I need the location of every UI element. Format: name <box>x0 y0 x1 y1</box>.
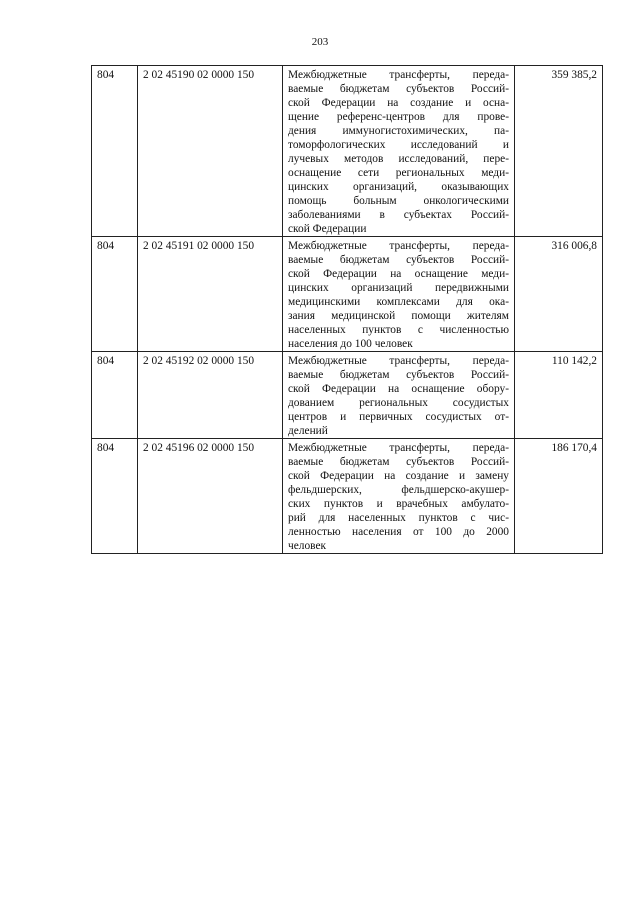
income-name-line: зания медицинской помощи жителям <box>288 310 509 322</box>
page-number: 203 <box>311 36 329 48</box>
income-name-line: щение референс-центров для прове- <box>288 111 509 123</box>
budget-code-cell: 2 02 45191 02 0000 150 <box>138 237 283 352</box>
income-name-line: Межбюджетные трансферты, переда- <box>288 442 509 454</box>
income-name-line: ваемые бюджетам субъектов Россий- <box>288 83 509 95</box>
income-name-line: человек <box>288 540 327 552</box>
income-name-line: лучевых методов исследований, пере- <box>288 153 509 165</box>
income-name-line: ской Федерации на оснащение обору- <box>288 383 509 395</box>
income-name-line: центров и первичных сосудистых от- <box>288 411 509 423</box>
income-name-line: медицинскими комплексами для ока- <box>288 296 509 308</box>
income-name-cell <box>283 237 515 352</box>
budget-table-body <box>92 66 603 554</box>
income-name-line: заболеваниями в субъектах Россий- <box>288 209 509 221</box>
income-name-cell <box>283 439 515 554</box>
income-name-line: ской Федерации на оснащение меди- <box>288 268 509 280</box>
income-name-line: цинских организаций передвижными <box>288 282 509 294</box>
income-name-line: рий для населенных пунктов с чис- <box>288 512 509 524</box>
admin-code-cell: 804 <box>92 66 138 237</box>
income-name-line: помощь больным онкологическими <box>288 195 509 207</box>
income-name-line: Межбюджетные трансферты, переда- <box>288 69 509 81</box>
admin-code-cell: 804 <box>92 237 138 352</box>
budget-table <box>91 65 603 554</box>
income-name-line: томорфологических исследований и <box>288 139 509 151</box>
table-row <box>92 352 603 439</box>
income-name-line: Межбюджетные трансферты, переда- <box>288 355 509 367</box>
admin-code-cell: 804 <box>92 439 138 554</box>
income-name-line: фельдшерских, фельдшерско-акушер- <box>288 484 509 496</box>
amount-cell: 186 170,4 <box>515 439 603 554</box>
amount-cell: 316 006,8 <box>515 237 603 352</box>
budget-code-cell: 2 02 45192 02 0000 150 <box>138 352 283 439</box>
amount-cell: 359 385,2 <box>515 66 603 237</box>
income-name-line: Межбюджетные трансферты, переда- <box>288 240 509 252</box>
amount-cell: 110 142,2 <box>515 352 603 439</box>
income-name-line: ваемые бюджетам субъектов Россий- <box>288 369 509 381</box>
income-name-line: ских пунктов и врачебных амбулато- <box>288 498 509 510</box>
admin-code-cell: 804 <box>92 352 138 439</box>
budget-code-cell: 2 02 45190 02 0000 150 <box>138 66 283 237</box>
income-name-line: дованием региональных сосудистых <box>288 397 509 409</box>
income-name-line: ленностью населения от 100 до 2000 <box>288 526 509 538</box>
income-name-line: дения иммуногистохимических, па- <box>288 125 509 137</box>
income-name-cell <box>283 352 515 439</box>
income-name-line: населенных пунктов с численностью <box>288 324 509 336</box>
income-name-line: ской Федерации <box>288 223 367 235</box>
income-name-line: оснащение сети региональных меди- <box>288 167 509 179</box>
income-name-line: ской Федерации на создание и замену <box>288 470 509 482</box>
budget-code-cell: 2 02 45196 02 0000 150 <box>138 439 283 554</box>
table-row <box>92 439 603 554</box>
income-name-line: ваемые бюджетам субъектов Россий- <box>288 456 509 468</box>
income-name-line: делений <box>288 425 328 437</box>
income-name-cell <box>283 66 515 237</box>
income-name-line: ваемые бюджетам субъектов Россий- <box>288 254 509 266</box>
income-name-line: населения до 100 человек <box>288 338 413 350</box>
table-row <box>92 237 603 352</box>
income-name-line: цинских организаций, оказывающих <box>288 181 509 193</box>
income-name-line: ской Федерации на создание и осна- <box>288 97 509 109</box>
table-row <box>92 66 603 237</box>
